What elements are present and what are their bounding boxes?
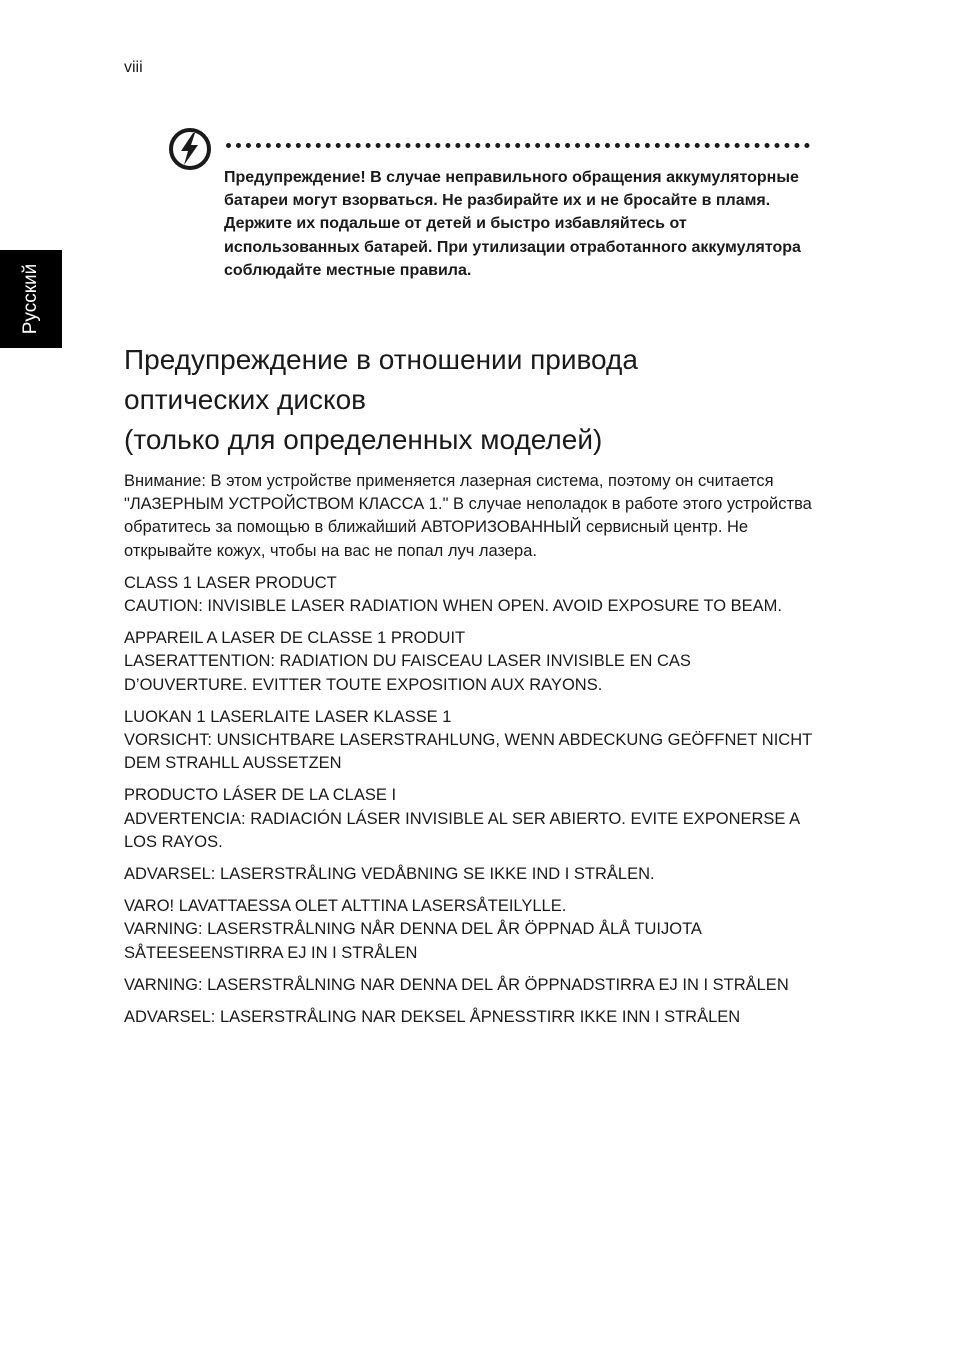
section-heading-line: (только для определенных моделей) bbox=[124, 424, 603, 455]
notice-line: VARNING: LASERSTRÅLNING NÅR DENNA DEL ÅR ÖPPNAD ÅLÅ TUIJOTA SÅTEESEENSTIRRA EJ IN I STRÅLEN bbox=[124, 920, 702, 962]
laser-notices bbox=[124, 470, 814, 1038]
notice-line: VARNING: LASERSTRÅLNING NAR DENNA DEL ÅR ÖPPNADSTIRRA EJ IN I STRÅLEN bbox=[124, 975, 789, 994]
section-heading bbox=[124, 340, 824, 460]
notice-paragraph bbox=[124, 895, 814, 965]
section-heading-line: оптических дисков bbox=[124, 384, 367, 415]
notice-line: ADVERTENCIA: RADIACIÓN LÁSER INVISIBLE AL SER ABIERTO. EVITE EXPONERSE A LOS RAYOS. bbox=[124, 809, 800, 851]
notice-line: LASERATTENTION: RADIATION DU FAISCEAU LASER INVISIBLE EN CAS D’OUVERTURE. EVITTER TOUTE EXPOSITION AUX RAYONS. bbox=[124, 652, 691, 694]
warning-dotted-rule bbox=[226, 143, 810, 148]
notice-line: ADVARSEL: LASERSTRÅLING NAR DEKSEL ÅPNESSTIRR IKKE INN I STRÅLEN bbox=[124, 1008, 741, 1027]
notice-paragraph bbox=[124, 706, 814, 776]
language-side-tab-label: Русский bbox=[20, 263, 41, 335]
notice-paragraph bbox=[124, 784, 814, 854]
notice-paragraph bbox=[124, 470, 814, 563]
section-heading-line: Предупреждение в отношении привода bbox=[124, 344, 638, 375]
notice-line: LUOKAN 1 LASERLAITE LASER KLASSE 1 bbox=[124, 707, 452, 726]
notice-paragraph bbox=[124, 863, 814, 886]
notice-line: Внимание: В этом устройстве применяется лазерная система, поэтому он считается "ЛАЗЕРНЫМ УСТРОЙСТВОМ КЛАССА 1." В случае неполадок в работе этого устройства обратитесь за помощью в ближайший АВТОРИЗОВАННЫЙ сервисный центр. Не открывайте кожух, чтобы на вас не попал луч лазера. bbox=[124, 472, 812, 560]
notice-line: VORSICHT: UNSICHTBARE LASERSTRAHLUNG, WENN ABDECKUNG GEÖFFNET NICHT DEM STRAHLL AUSSETZEN bbox=[124, 731, 812, 773]
notice-line: APPAREIL A LASER DE CLASSE 1 PRODUIT bbox=[124, 629, 466, 648]
lightning-warning-icon bbox=[167, 126, 213, 172]
battery-warning-text: Предупреждение! В случае неправильного обращения аккумуляторные батареи могут взорваться. Не разбирайте их и не бросайте в пламя. Держите их подальше от детей и быстро избавляйтесь от использованных батарей. При утилизации отработанного аккумулятора соблюдайте местные правила. bbox=[224, 169, 801, 279]
notice-paragraph bbox=[124, 974, 814, 997]
notice-paragraph bbox=[124, 572, 814, 618]
notice-line: ADVARSEL: LASERSTRÅLING VEDÅBNING SE IKKE IND I STRÅLEN. bbox=[124, 865, 655, 884]
notice-line: CLASS 1 LASER PRODUCT bbox=[124, 573, 337, 592]
page-number: viii bbox=[124, 59, 143, 76]
notice-line: CAUTION: INVISIBLE LASER RADIATION WHEN OPEN. AVOID EXPOSURE TO BEAM. bbox=[124, 597, 783, 616]
notice-paragraph bbox=[124, 1006, 814, 1029]
notice-line: PRODUCTO LÁSER DE LA CLASE I bbox=[124, 786, 397, 805]
notice-paragraph bbox=[124, 627, 814, 697]
language-side-tab bbox=[0, 250, 62, 348]
notice-line: VARO! LAVATTAESSA OLET ALTTINA LASERSÅTEILYLLE. bbox=[124, 897, 567, 916]
